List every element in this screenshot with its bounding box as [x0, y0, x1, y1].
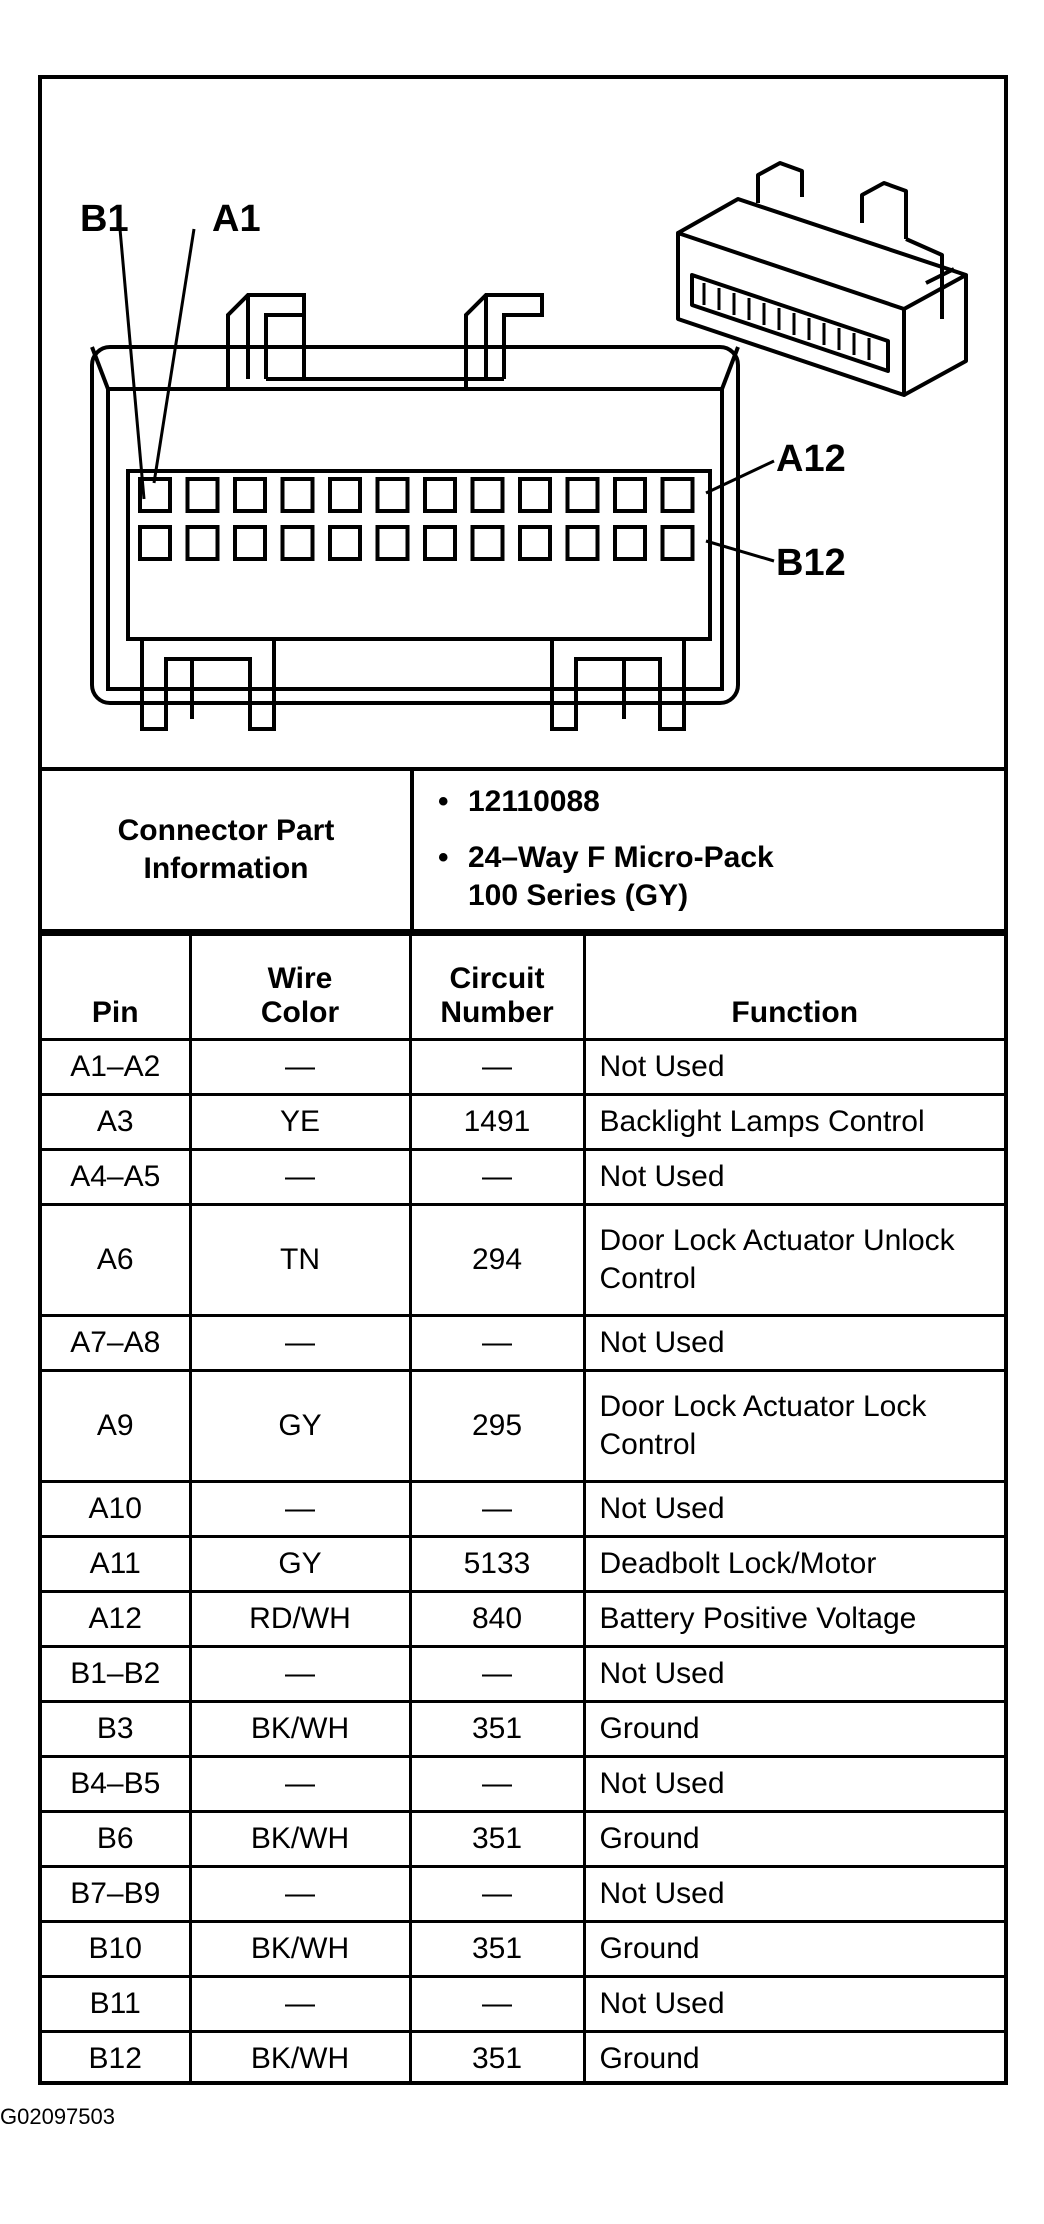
label-a12: A12: [776, 438, 846, 480]
table-row: [42, 1371, 1004, 1482]
cell-pin: A7–A8: [42, 1316, 190, 1371]
cell-function: Ground: [584, 1812, 1004, 1867]
cell-function: Not Used: [584, 1867, 1004, 1922]
cell-circuit-number: —: [410, 1040, 584, 1095]
connector-diagram: [42, 79, 1004, 771]
cell-circuit-number: —: [410, 1867, 584, 1922]
cell-wire-color: —: [190, 1757, 410, 1812]
cell-function: Backlight Lamps Control: [584, 1095, 1004, 1150]
table-row: [42, 1040, 1004, 1095]
cell-circuit-number: 351: [410, 1702, 584, 1757]
cell-function: Not Used: [584, 1647, 1004, 1702]
cell-wire-color: TN: [190, 1205, 410, 1316]
pin-cavity-a12: [663, 479, 693, 511]
cell-pin: A12: [42, 1592, 190, 1647]
label-b12: B12: [776, 542, 846, 584]
table-row: [42, 1812, 1004, 1867]
label-a1: A1: [212, 198, 261, 240]
pin-row-b: [140, 527, 693, 559]
cell-circuit-number: 1491: [410, 1095, 584, 1150]
cell-function: Not Used: [584, 1757, 1004, 1812]
table-row: [42, 1757, 1004, 1812]
cell-circuit-number: 5133: [410, 1537, 584, 1592]
cell-wire-color: BK/WH: [190, 1702, 410, 1757]
cell-pin: A6: [42, 1205, 190, 1316]
cell-function: Ground: [584, 1922, 1004, 1977]
pin-cavity-a10: [568, 479, 598, 511]
cell-pin: A9: [42, 1371, 190, 1482]
pin-cavity-b3: [235, 527, 265, 559]
cell-wire-color: BK/WH: [190, 1922, 410, 1977]
cell-wire-color: —: [190, 1316, 410, 1371]
connector-sheet: [38, 75, 1008, 2085]
cell-circuit-number: —: [410, 1977, 584, 2032]
pin-cavity-b12: [663, 527, 693, 559]
cell-pin: B12: [42, 2032, 190, 2086]
pin-cavity-b10: [568, 527, 598, 559]
cell-function: Not Used: [584, 1977, 1004, 2032]
pin-cavity-b4: [283, 527, 313, 559]
label-b1: B1: [80, 198, 129, 240]
cell-wire-color: GY: [190, 1371, 410, 1482]
cell-pin: B3: [42, 1702, 190, 1757]
connector-description-line1: • 24–Way F Micro-Pack: [468, 839, 774, 877]
cell-circuit-number: 351: [410, 1922, 584, 1977]
cell-pin: A11: [42, 1537, 190, 1592]
cell-circuit-number: 351: [410, 1812, 584, 1867]
cell-wire-color: GY: [190, 1537, 410, 1592]
pin-cavity-b2: [188, 527, 218, 559]
cell-wire-color: —: [190, 1150, 410, 1205]
part-number: • 12110088: [468, 783, 600, 821]
cell-wire-color: RD/WH: [190, 1592, 410, 1647]
table-row: [42, 1702, 1004, 1757]
pinout-table: [42, 933, 1004, 2085]
pinout-header-row: [42, 935, 1004, 1040]
cell-pin: B1–B2: [42, 1647, 190, 1702]
cell-circuit-number: 294: [410, 1205, 584, 1316]
cell-pin: A4–A5: [42, 1150, 190, 1205]
table-row: [42, 1592, 1004, 1647]
cell-function: Not Used: [584, 1316, 1004, 1371]
table-row: [42, 1205, 1004, 1316]
table-row: [42, 1482, 1004, 1537]
cell-function: Not Used: [584, 1040, 1004, 1095]
pin-cavity-a11: [615, 479, 645, 511]
cell-circuit-number: 840: [410, 1592, 584, 1647]
cell-circuit-number: 351: [410, 2032, 584, 2086]
connector-face-drawing: [42, 79, 1004, 767]
header-pin: Pin: [42, 935, 190, 1040]
connector-part-information: [42, 771, 1004, 933]
pin-cavity-a8: [473, 479, 503, 511]
pin-cavity-b8: [473, 527, 503, 559]
connector-info-details: [414, 771, 1004, 929]
connector-info-heading-cell: [42, 771, 414, 929]
pin-cavity-b7: [425, 527, 455, 559]
cell-pin: A1–A2: [42, 1040, 190, 1095]
table-row: [42, 1922, 1004, 1977]
cell-function: Not Used: [584, 1150, 1004, 1205]
pin-cavity-b9: [520, 527, 550, 559]
figure-code: G02097503: [0, 2104, 115, 2129]
cell-function: Door Lock Actuator Unlock Control: [584, 1205, 1004, 1316]
cell-pin: A3: [42, 1095, 190, 1150]
cell-circuit-number: —: [410, 1316, 584, 1371]
pin-cavity-b6: [378, 527, 408, 559]
cell-pin: B10: [42, 1922, 190, 1977]
connector-isometric-view: [678, 163, 966, 395]
cell-circuit-number: —: [410, 1647, 584, 1702]
cell-wire-color: —: [190, 1977, 410, 2032]
cell-pin: B6: [42, 1812, 190, 1867]
pin-row-a: [140, 479, 693, 511]
pin-cavity-a7: [425, 479, 455, 511]
pin-cavity-a2: [188, 479, 218, 511]
cell-function: Ground: [584, 1702, 1004, 1757]
table-row: [42, 1867, 1004, 1922]
cell-pin: B11: [42, 1977, 190, 2032]
table-row: [42, 1095, 1004, 1150]
table-row: [42, 1977, 1004, 2032]
cell-pin: B7–B9: [42, 1867, 190, 1922]
header-function: Function: [584, 935, 1004, 1040]
pin-cavity-a9: [520, 479, 550, 511]
a1-leader-line: [154, 229, 194, 483]
pin-cavity-a4: [283, 479, 313, 511]
connector-description-line2: 100 Series (GY): [468, 879, 689, 912]
pin-cavity-b1: [140, 527, 170, 559]
table-row: [42, 1150, 1004, 1205]
table-row: [42, 2032, 1004, 2086]
pin-cavity-a6: [378, 479, 408, 511]
cell-wire-color: —: [190, 1867, 410, 1922]
table-row: [42, 1647, 1004, 1702]
cell-wire-color: YE: [190, 1095, 410, 1150]
cell-function: Battery Positive Voltage: [584, 1592, 1004, 1647]
cell-wire-color: BK/WH: [190, 2032, 410, 2086]
cell-function: Ground: [584, 2032, 1004, 2086]
cell-function: Not Used: [584, 1482, 1004, 1537]
cell-circuit-number: 295: [410, 1371, 584, 1482]
cell-circuit-number: —: [410, 1482, 584, 1537]
cell-function: Deadbolt Lock/Motor: [584, 1537, 1004, 1592]
pin-cavity-b5: [330, 527, 360, 559]
cell-wire-color: —: [190, 1482, 410, 1537]
cell-circuit-number: —: [410, 1150, 584, 1205]
pin-cavity-a3: [235, 479, 265, 511]
cell-pin: B4–B5: [42, 1757, 190, 1812]
connector-info-heading: Connector Part Information: [117, 814, 335, 885]
cell-wire-color: —: [190, 1647, 410, 1702]
pin-cavity-a5: [330, 479, 360, 511]
cell-function: Door Lock Actuator Lock Control: [584, 1371, 1004, 1482]
pin-cavity-b11: [615, 527, 645, 559]
cell-wire-color: BK/WH: [190, 1812, 410, 1867]
cell-pin: A10: [42, 1482, 190, 1537]
header-circuit-number: Circuit Number: [410, 935, 584, 1040]
cell-circuit-number: —: [410, 1757, 584, 1812]
header-wire-color: Wire Color: [190, 935, 410, 1040]
table-row: [42, 1537, 1004, 1592]
table-row: [42, 1316, 1004, 1371]
b1-leader-line: [120, 229, 144, 499]
cell-wire-color: —: [190, 1040, 410, 1095]
